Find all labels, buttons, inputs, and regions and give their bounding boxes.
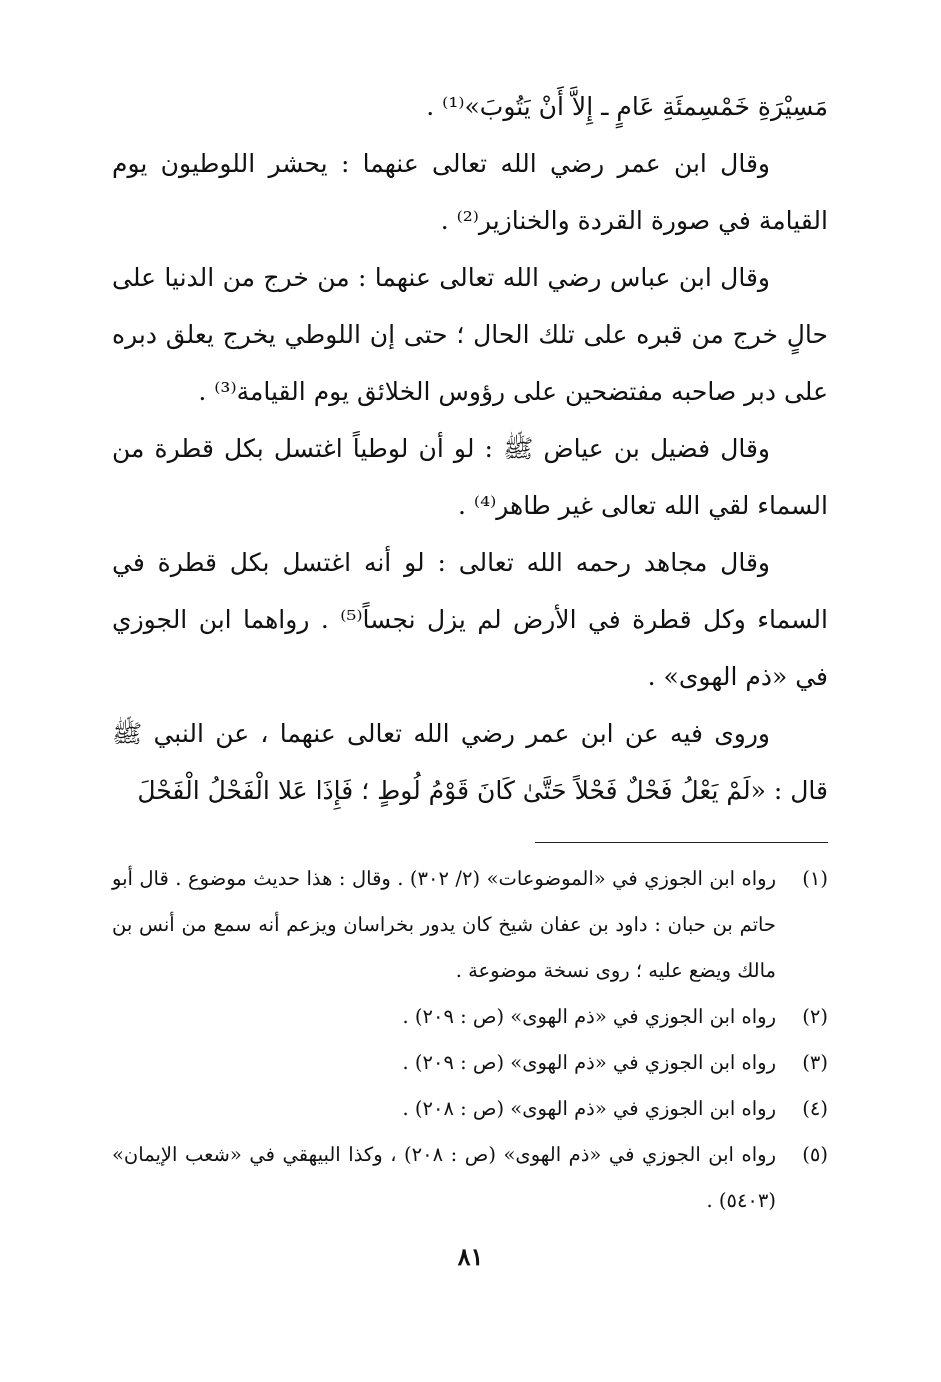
main-text [112,78,828,819]
footnote-divider [535,842,828,843]
footnote-text: رواه ابن الجوزي في «ذم الهوى» (ص : ٢٠٨) . [402,1097,776,1120]
footnote-number: (٣) [802,1051,828,1074]
footnote-item [112,1040,828,1086]
paragraph-ibn-umar: وقال ابن عمر رضي الله تعالى عنهما : يحشر اللوطيون يوم القيامة في صورة القردة والخنازير⁽²⁾ . [112,149,828,235]
footnote-item [112,994,828,1040]
footnote-item [112,1132,828,1224]
paragraph-ibn-abbas: وقال ابن عباس رضي الله تعالى عنهما : من خرج من الدنيا على حالٍ خرج من قبره على تلك الحال ؛ حتى إن اللوطي يخرج يعلق دبره على دبر صاحبه مفتضحين على رؤوس الخلائق يوم القيامة⁽³⁾ . [112,263,828,406]
footnote-text: رواه ابن الجوزي في «ذم الهوى» (ص : ٢٠٩) . [402,1051,776,1074]
footnote-item [112,856,828,994]
page-number: ٨١ [457,1242,484,1271]
paragraph-hadith: وروى فيه عن ابن عمر رضي الله تعالى عنهما ، عن النبي ﷺ قال : «لَمْ يَعْلُ فَحْلٌ فَحْلاً حَتَّىٰ كَانَ قَوْمُ لُوطٍ ؛ فَإِذَا عَلا الْفَحْلُ الْفَحْلَ [112,719,828,805]
footnote-text: رواه ابن الجوزي في «ذم الهوى» (ص : ٢٠٨) ، وكذا البيهقي في «شعب الإيمان» (٥٤٠٣) . [112,1143,776,1212]
paragraph-continuation: مَسِيْرَةِ خَمْسِمئَةِ عَامٍ ـ إِلاَّ أَنْ يَتُوبَ»⁽¹⁾ . [426,92,828,121]
paragraph-fudayl: وقال فضيل بن عياض ﷺ : لو أن لوطياً اغتسل بكل قطرة من السماء لقي الله تعالى غير طاهر⁽⁴⁾ . [112,434,828,520]
paragraph-mujahid: وقال مجاهد رحمه الله تعالى : لو أنه اغتسل بكل قطرة في السماء وكل قطرة في الأرض لم يزل نجساً⁽⁵⁾ . رواهما ابن الجوزي في «ذم الهوى» . [112,548,828,691]
footnote-item [112,1086,828,1132]
footnote-number: (٤) [802,1097,828,1120]
footnote-number: (٥) [802,1143,828,1166]
footnote-number: (٢) [802,1005,828,1028]
footnote-text: رواه ابن الجوزي في «ذم الهوى» (ص : ٢٠٩) . [402,1005,776,1028]
footnote-number: (١) [802,867,828,890]
footnote-text: رواه ابن الجوزي في «الموضوعات» (٢/ ٣٠٢) . وقال : هذا حديث موضوع . قال أبو حاتم بن حبان : داود بن عفان شيخ كان يدور بخراسان ويزعم أنه سمع من أنس بن مالك ويضع عليه ؛ روى نسخة موضوعة . [112,867,776,982]
footnotes [112,856,828,1224]
